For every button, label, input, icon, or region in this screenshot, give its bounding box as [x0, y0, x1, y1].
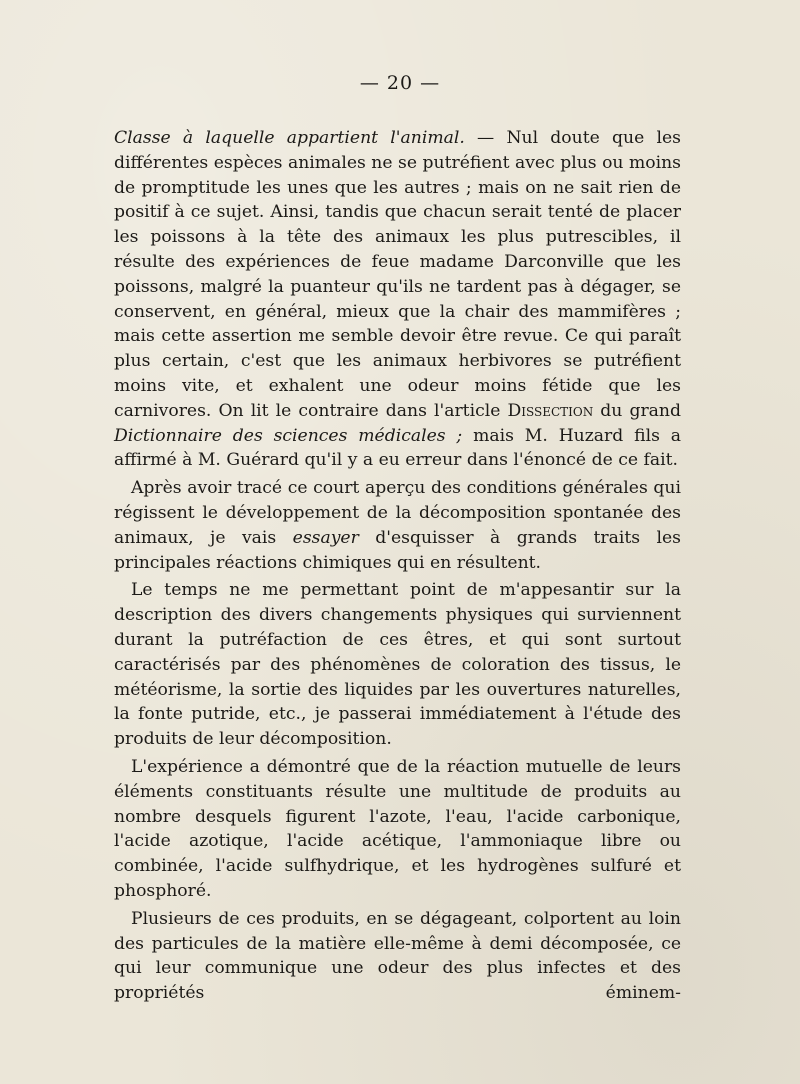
- bleed-through-text: [420, 96, 425, 115]
- body-text: [114, 126, 681, 1009]
- paragraph-1: [114, 126, 681, 473]
- article-name: Dissection: [507, 400, 594, 421]
- paragraph-1-text-mid: du grand: [593, 400, 681, 421]
- paragraph-2-text-start: Après avoir tracé ce court aperçu des conditions générales qui régissent le développement de la décomposition spontanée des animaux, je vais: [114, 478, 681, 548]
- paragraph-2: [114, 476, 681, 575]
- dictionary-reference: Dictionnaire des sciences médicales ;: [114, 425, 463, 446]
- paragraph-2-text-end: d'esquisser à grands traits les principales réactions chimiques qui en résultent.: [114, 527, 681, 573]
- page-number: — 20 —: [359, 72, 441, 94]
- paragraph-1-text-end: mais M. Huzard fils a affirmé à M. Guérard qu'il y a eu erreur dans l'énoncé de ce fait.: [114, 425, 681, 471]
- section-heading: Classe à laquelle appartient l'animal.: [114, 128, 465, 148]
- paragraph-3: Le temps ne me permettant point de m'appesantir sur la description des divers changements physiques qui surviennent durant la putréfaction de ces êtres, et qui sont surtout caractérisés par des phénomènes de coloration des tissus, le météorisme, la sortie des liquides par les ouvertures naturelles, la fonte putride, etc., je passerai immédiatement à l'étude des produits de leur décomposition.: [114, 580, 681, 750]
- paragraph-4: L'expérience a démontré que de la réaction mutuelle de leurs éléments constituants résulte une multitude de produits au nombre desquels figurent l'azote, l'eau, l'acide carbonique, l'acide azotique, l'acide acétique, l'ammoniaque libre ou combinée, l'acide sulfhydrique, et les hydrogènes sulfuré et phosphoré.: [114, 756, 681, 901]
- paragraph-1-text: — Nul doute que les différentes espèces animales ne se putréfient avec plus ou moins de promptitude les unes que les autres ; mais on ne sait rien de positif à ce sujet. Ainsi, tandis que chacun serait tenté de placer les poissons à la tête des animaux les plus putrescibles, il résulte des expériences de feue madame Darconville que les poissons, malgré la puanteur qu'ils ne tardent pas à dégager, se conservent, en général, mieux que la chair des mammifères ; mais cette assertion me semble devoir être revue. Ce qui paraît plus certain, c'est que les animaux herbivores se putréfient moins vite, et exhalent une odeur moins fétide que les carnivores. On lit le contraire dans l'article: [114, 128, 681, 421]
- paragraph-2-italic: essayer: [292, 527, 359, 548]
- paragraph-5: Plusieurs de ces produits, en se dégageant, colportent au loin des particules de la matière elle-même à demi décomposée, ce qui leur communique une odeur des plus infectes et des propriétés éminem-: [114, 908, 681, 1004]
